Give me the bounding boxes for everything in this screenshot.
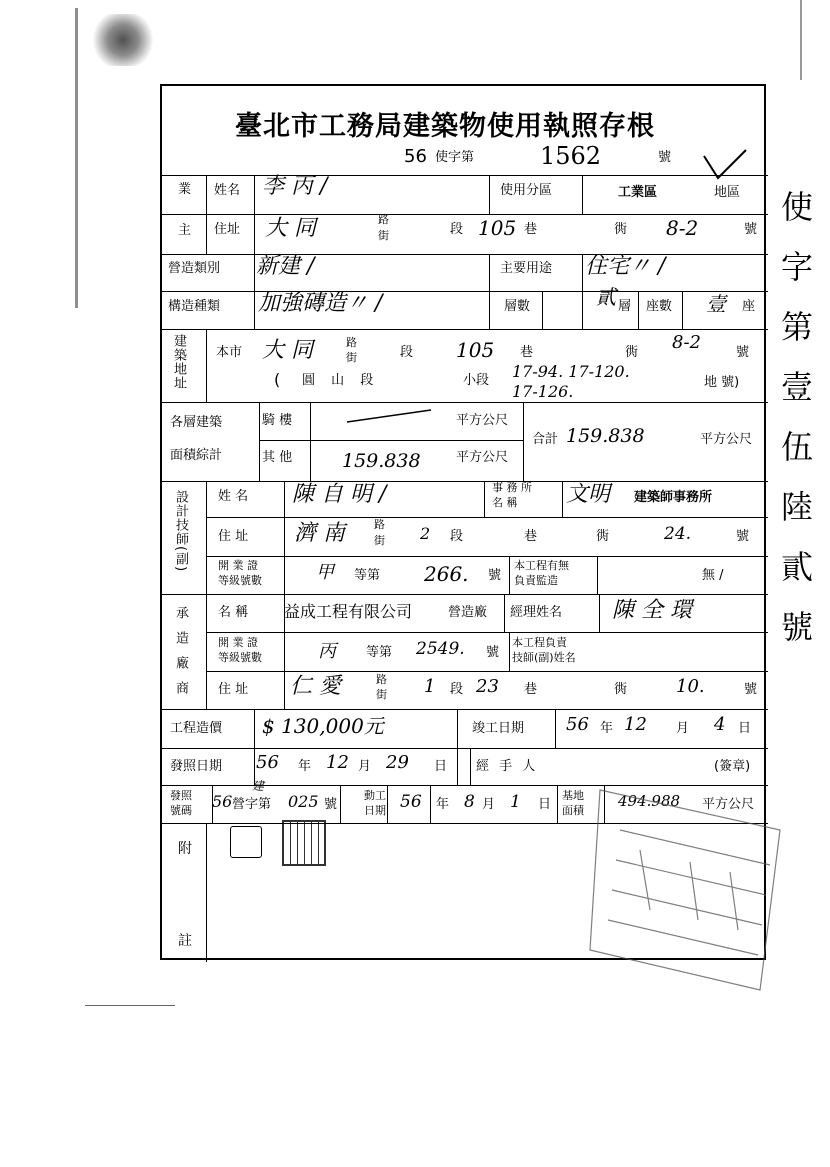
- floors-label: 層數: [504, 299, 531, 314]
- supervise-label-1: 本工程有無: [514, 559, 569, 572]
- zone-suffix: 地區: [714, 185, 741, 200]
- right-margin-line: [800, 0, 802, 80]
- owner-address-label: 住址: [214, 222, 241, 237]
- structure-value: 加強磚造〃 /: [258, 291, 383, 316]
- issue-month-label: 月: [358, 759, 372, 774]
- start-label-2: 日期: [364, 804, 386, 817]
- owner-lane-label: 巷: [524, 222, 538, 237]
- main-use-label: 主要用途: [500, 261, 553, 276]
- owner-name-label: 姓名: [214, 183, 241, 198]
- tech-label-1: 本工程負責: [512, 636, 567, 649]
- sign-label: (簽章): [714, 759, 751, 774]
- contractor-license-suffix: 號: [486, 645, 500, 660]
- base-unit: 平方公尺: [702, 797, 755, 812]
- site-paren-open: (: [274, 370, 281, 389]
- designer-number-value: 24.: [664, 524, 692, 544]
- binding-line: [75, 8, 78, 308]
- remarks-seal-square: [282, 820, 326, 866]
- total-label: 合計: [532, 432, 559, 447]
- permit-number: 1562: [540, 142, 602, 170]
- designer-name-label: 姓 名: [218, 489, 249, 504]
- contractor-number-value: 10.: [676, 676, 705, 697]
- total-value: 159.838: [566, 425, 645, 447]
- permit-prefix: 56: [404, 146, 427, 167]
- start-label-1: 動工: [364, 789, 386, 802]
- contractor-license-label-2: 等級號數: [218, 651, 262, 664]
- area-label-2: 面積綜計: [170, 448, 223, 463]
- arcade-label: 騎 樓: [262, 413, 293, 428]
- site-road-label-1: 路: [346, 336, 357, 349]
- designer-street-label: 衖: [596, 529, 610, 544]
- permit-word: 使字第: [435, 150, 475, 165]
- contractor-license-grade: 丙: [318, 641, 336, 662]
- owner-address-road: 大 同: [265, 216, 316, 241]
- owner-road-label-1: 路: [378, 213, 389, 226]
- zone-value: 工業區: [618, 185, 658, 200]
- designer-license-label-2: 等級號數: [218, 574, 262, 587]
- site-section-label: 段: [400, 345, 414, 360]
- completion-label: 竣工日期: [472, 721, 525, 736]
- office-suffix: 建築師事務所: [634, 490, 713, 505]
- arcade-dash-mark: [345, 406, 435, 426]
- completion-day: 4: [714, 714, 726, 735]
- designer-address-label: 住 址: [218, 529, 249, 544]
- designer-road-label-2: 街: [374, 534, 385, 547]
- designer-license-suffix: 號: [488, 568, 502, 583]
- area-label-1: 各層建築: [170, 415, 223, 430]
- contractor-name-label: 名 稱: [218, 605, 249, 620]
- site-street-label: 衖: [625, 345, 639, 360]
- contractor-number-label: 號: [744, 682, 758, 697]
- arcade-unit: 平方公尺: [456, 413, 509, 428]
- supervise-label-2: 負責監造: [514, 574, 558, 587]
- other-label: 其 他: [262, 450, 293, 465]
- start-month: 8: [464, 792, 475, 812]
- manager-label: 經理姓名: [510, 605, 563, 620]
- site-label: 建築地址: [171, 334, 186, 390]
- permit-row-number: 025: [288, 792, 319, 811]
- cost-label: 工程造價: [170, 721, 223, 736]
- office-label-1: 事 務 所: [492, 481, 532, 494]
- designer-lane-label: 巷: [524, 529, 538, 544]
- site-road-value: 大 同: [262, 338, 313, 363]
- base-label-1: 基地: [562, 789, 584, 802]
- site-road-label-2: 街: [346, 351, 357, 364]
- owner-road-label-2: 街: [378, 229, 389, 242]
- contractor-lane-value: 23: [476, 676, 499, 697]
- issue-label: 發照日期: [170, 759, 223, 774]
- owner-label-1: 業: [178, 182, 192, 197]
- remarks-seal-small: [230, 826, 262, 858]
- tech-label-2: 技師(副)姓名: [512, 651, 576, 664]
- contractor-name-value: 益成工程有限公司: [284, 602, 413, 621]
- issue-year: 56: [256, 752, 279, 773]
- manager-value: 陳 全 環: [612, 598, 692, 623]
- permit-row-number-label: 號: [324, 797, 338, 812]
- floors-unit: 層: [618, 299, 632, 314]
- remarks-label-2: 註: [178, 933, 192, 949]
- issue-year-label: 年: [298, 759, 312, 774]
- contractor-license-number: 2549.: [416, 639, 465, 659]
- contractor-license-word: 等第: [366, 645, 393, 660]
- subsection-label: 小段: [463, 373, 490, 388]
- blocks-value: 壹: [706, 292, 726, 316]
- site-number-label: 號: [736, 345, 750, 360]
- contractor-address-road: 仁 愛: [290, 674, 341, 699]
- designer-section-value: 2: [420, 524, 431, 543]
- completion-year-label: 年: [600, 721, 614, 736]
- other-value: 159.838: [342, 450, 421, 472]
- contractor-road-label-1: 路: [376, 673, 387, 686]
- designer-name-value: 陳 自 明 /: [292, 482, 387, 507]
- lot-values-2: 17-126.: [512, 382, 574, 401]
- issue-day: 29: [386, 752, 409, 773]
- issue-day-label: 日: [434, 759, 448, 774]
- issue-month: 12: [326, 752, 349, 773]
- owner-number-value: 8-2: [666, 216, 699, 240]
- designer-address-road: 濟 南: [294, 521, 345, 546]
- bottom-rule: [85, 1005, 175, 1006]
- contractor-address-label: 住 址: [218, 682, 249, 697]
- structure-label: 構造種類: [168, 299, 221, 314]
- start-day-label: 日: [538, 797, 552, 812]
- permit-row-label-2: 號碼: [170, 804, 192, 817]
- margin-stamp: 使字第壹伍陸貳號: [776, 190, 814, 670]
- zone-label: 使用分區: [500, 183, 553, 198]
- start-year: 56: [400, 792, 422, 812]
- start-month-label: 月: [482, 797, 496, 812]
- category-label: 營造類別: [168, 261, 221, 276]
- completion-month-label: 月: [676, 721, 690, 736]
- permit-row-annot: 建: [252, 779, 265, 793]
- designer-license-word: 等第: [354, 568, 381, 583]
- form-title: 臺北市工務局建築物使用執照存根: [235, 111, 655, 142]
- contractor-lane-label: 巷: [524, 682, 538, 697]
- base-label-2: 面積: [562, 804, 584, 817]
- lot-values-1: 17-94. 17-120.: [512, 362, 630, 381]
- owner-number-label: 號: [744, 222, 758, 237]
- handler-label: 經 手 人: [476, 759, 539, 774]
- completion-day-label: 日: [738, 721, 752, 736]
- site-city: 本市: [216, 345, 243, 360]
- cost-value: $ 130,000元: [262, 714, 384, 738]
- designer-number-label: 號: [736, 529, 750, 544]
- contractor-label: 承造廠商: [173, 606, 188, 706]
- stamp-overlay-fragment: [580, 770, 800, 1010]
- permit-suffix: 號: [658, 150, 672, 165]
- owner-street-label: 衖: [614, 222, 628, 237]
- designer-license-number: 266.: [424, 562, 469, 586]
- supervise-value: 無 /: [702, 568, 724, 583]
- other-unit: 平方公尺: [456, 450, 509, 465]
- completion-year: 56: [566, 714, 589, 735]
- land-section: 圓 山 段: [302, 373, 380, 388]
- start-day: 1: [510, 792, 521, 812]
- contractor-section-label: 段: [450, 682, 464, 697]
- base-value: 494.988: [618, 792, 681, 810]
- start-year-label: 年: [436, 797, 450, 812]
- scan-noise-top-left: [88, 14, 158, 66]
- category-value: 新建 /: [256, 254, 315, 279]
- office-value: 文明: [566, 482, 611, 507]
- owner-section-label: 段: [450, 222, 464, 237]
- owner-label-2: 主: [178, 223, 192, 238]
- site-number-value: 8-2: [672, 332, 701, 353]
- owner-lane-value: 105: [478, 216, 517, 240]
- contractor-license-label-1: 開 業 證: [218, 636, 258, 649]
- main-use-value: 住宅〃 /: [585, 254, 666, 279]
- office-label-2: 名 稱: [492, 496, 518, 509]
- designer-license-label-1: 開 業 證: [218, 559, 258, 572]
- designer-road-label-1: 路: [374, 518, 385, 531]
- permit-row-label-1: 發照: [170, 789, 192, 802]
- total-unit: 平方公尺: [700, 432, 753, 447]
- site-lane-value: 105: [456, 338, 495, 362]
- blocks-label: 座數: [646, 299, 673, 314]
- permit-row-year: 56: [212, 792, 233, 811]
- permit-row-word: 營字第: [232, 797, 272, 812]
- contractor-section-value: 1: [424, 676, 436, 697]
- contractor-street-label: 衖: [614, 682, 628, 697]
- site-lane-label: 巷: [520, 345, 534, 360]
- blocks-unit: 座: [742, 299, 756, 314]
- completion-month: 12: [624, 714, 647, 735]
- designer-label: 設計技師(副): [173, 490, 188, 573]
- remarks-label-1: 附: [178, 841, 192, 857]
- designer-license-grade: 甲: [316, 562, 334, 583]
- lot-label: 地 號): [704, 375, 740, 390]
- contractor-name-suffix: 營造廠: [448, 605, 488, 620]
- designer-section-label: 段: [450, 529, 464, 544]
- owner-name-value: 李 丙 /: [262, 174, 328, 199]
- floors-value: 貳: [596, 285, 616, 309]
- contractor-road-label-2: 街: [376, 688, 387, 701]
